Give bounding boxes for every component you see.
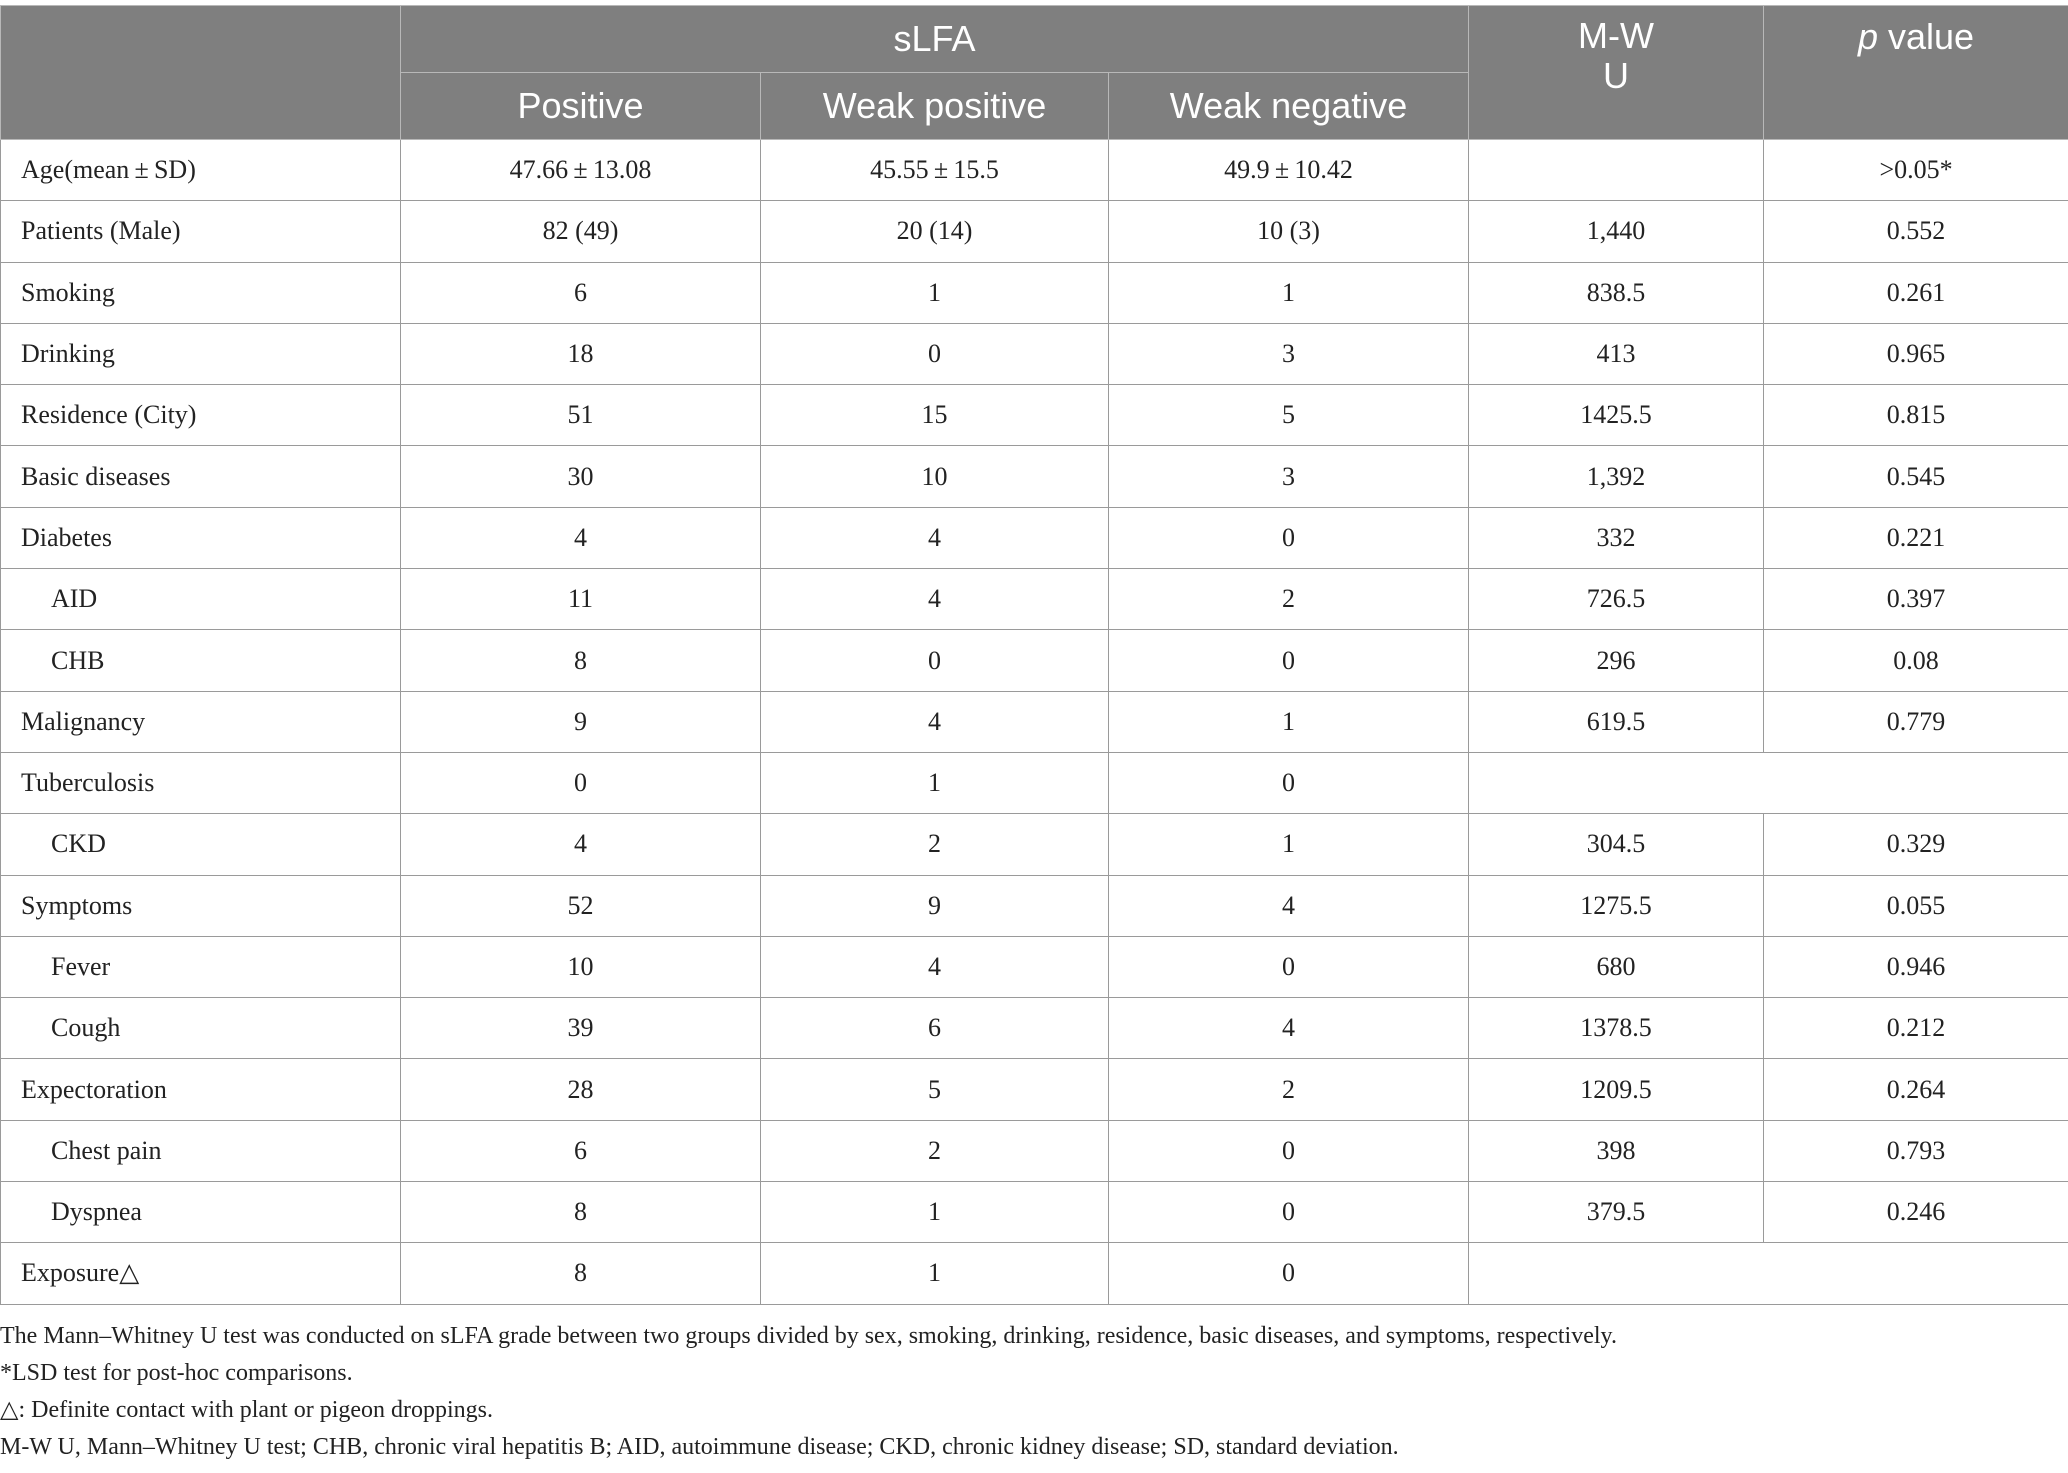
- row-label: Fever: [1, 936, 401, 997]
- cell-weak-positive: 2: [761, 1120, 1109, 1181]
- header-p-rest: value: [1878, 16, 1975, 57]
- header-mw-u: [1469, 6, 1764, 140]
- cell-mw-u: 838.5: [1469, 262, 1764, 323]
- cell-positive: 52: [401, 875, 761, 936]
- table-row: [1, 385, 2068, 446]
- cell-weak-positive: 4: [761, 691, 1109, 752]
- cell-weak-positive: 1: [761, 1182, 1109, 1243]
- cell-weak-negative: 0: [1109, 507, 1469, 568]
- cell-mw-u: 726.5: [1469, 569, 1764, 630]
- row-label: Diabetes: [1, 507, 401, 568]
- header-positive: Positive: [401, 73, 761, 140]
- table-row: [1, 1243, 2068, 1304]
- table-row: [1, 875, 2068, 936]
- cell-p-value: 0.221: [1764, 507, 2068, 568]
- row-label: Residence (City): [1, 385, 401, 446]
- cell-mw-u: 304.5: [1469, 814, 1764, 875]
- cell-weak-negative: 2: [1109, 569, 1469, 630]
- footnote-description: The Mann–Whitney U test was conducted on sLFA grade between two groups divided by sex, smoking, drinking, residence, basic diseases, and symptoms, respectively.: [0, 1323, 1617, 1349]
- cell-mw-u: 398: [1469, 1120, 1764, 1181]
- cell-positive: 8: [401, 630, 761, 691]
- cell-p-value: 0.261: [1764, 262, 2068, 323]
- row-label: Drinking: [1, 323, 401, 384]
- cell-p-value: 0.965: [1764, 323, 2068, 384]
- cell-mw-u: 1378.5: [1469, 998, 1764, 1059]
- cell-weak-negative: 2: [1109, 1059, 1469, 1120]
- cell-p-value: 0.397: [1764, 569, 2068, 630]
- cell-empty-merged: [1469, 1243, 2068, 1304]
- cell-p-value: 0.793: [1764, 1120, 2068, 1181]
- cell-p-value: 0.264: [1764, 1059, 2068, 1120]
- cell-weak-negative: 0: [1109, 752, 1469, 813]
- cell-weak-negative: 1: [1109, 691, 1469, 752]
- cell-weak-positive: 9: [761, 875, 1109, 936]
- row-label: Cough: [1, 998, 401, 1059]
- row-label: Smoking: [1, 262, 401, 323]
- cell-mw-u: 1425.5: [1469, 385, 1764, 446]
- footnote-abbreviations: M-W U, Mann–Whitney U test; CHB, chronic viral hepatitis B; AID, autoimmune disease; CKD, chronic kidney disease; SD, standard deviation.: [0, 1434, 1399, 1460]
- cell-p-value: 0.329: [1764, 814, 2068, 875]
- row-label: Patients (Male): [1, 201, 401, 262]
- cell-mw-u: 1209.5: [1469, 1059, 1764, 1120]
- row-label: AID: [1, 569, 401, 630]
- cell-positive: 51: [401, 385, 761, 446]
- cell-weak-negative: 4: [1109, 875, 1469, 936]
- cell-weak-negative: 1: [1109, 814, 1469, 875]
- cell-weak-positive: 4: [761, 569, 1109, 630]
- cell-weak-positive: 0: [761, 323, 1109, 384]
- cell-positive: 10: [401, 936, 761, 997]
- row-label: CHB: [1, 630, 401, 691]
- cell-positive: 18: [401, 323, 761, 384]
- row-label: Expectoration: [1, 1059, 401, 1120]
- cell-positive: 47.66 ± 13.08: [401, 140, 761, 201]
- cell-weak-positive: 4: [761, 507, 1109, 568]
- header-p-value: [1764, 6, 2068, 140]
- cell-p-value: 0.246: [1764, 1182, 2068, 1243]
- cell-positive: 28: [401, 1059, 761, 1120]
- cell-positive: 4: [401, 507, 761, 568]
- cell-p-value: >0.05*: [1764, 140, 2068, 201]
- cell-weak-positive: 1: [761, 262, 1109, 323]
- cell-mw-u: 413: [1469, 323, 1764, 384]
- header-mw-line1: M-W: [1578, 15, 1655, 56]
- cell-mw-u: 680: [1469, 936, 1764, 997]
- cell-mw-u: 332: [1469, 507, 1764, 568]
- cell-weak-positive: 4: [761, 936, 1109, 997]
- cell-weak-negative: 10 (3): [1109, 201, 1469, 262]
- cell-p-value: 0.212: [1764, 998, 2068, 1059]
- header-mw-line2: U: [1603, 55, 1630, 96]
- cell-weak-positive: 0: [761, 630, 1109, 691]
- table-footnotes: [0, 1318, 1617, 1466]
- header-blank-cell: [1, 6, 401, 140]
- cell-weak-positive: 20 (14): [761, 201, 1109, 262]
- cell-weak-negative: 0: [1109, 1243, 1469, 1304]
- cell-weak-positive: 10: [761, 446, 1109, 507]
- cell-mw-u: 1,440: [1469, 201, 1764, 262]
- cell-weak-negative: 0: [1109, 1182, 1469, 1243]
- row-label: Age(mean ± SD): [1, 140, 401, 201]
- table-body: [1, 140, 2068, 1305]
- cell-weak-negative: 5: [1109, 385, 1469, 446]
- cell-weak-positive: 1: [761, 1243, 1109, 1304]
- footnote-exposure: △: Definite contact with plant or pigeon droppings.: [0, 1397, 494, 1423]
- cell-positive: 82 (49): [401, 201, 761, 262]
- table-row: [1, 446, 2068, 507]
- cell-p-value: 0.08: [1764, 630, 2068, 691]
- cell-weak-positive: 15: [761, 385, 1109, 446]
- cell-p-value: 0.055: [1764, 875, 2068, 936]
- cell-weak-positive: 6: [761, 998, 1109, 1059]
- cell-positive: 9: [401, 691, 761, 752]
- row-label: Chest pain: [1, 1120, 401, 1181]
- header-weak-negative: Weak negative: [1109, 73, 1469, 140]
- cell-p-value: 0.545: [1764, 446, 2068, 507]
- cell-positive: 39: [401, 998, 761, 1059]
- data-table: [0, 5, 2068, 1305]
- row-label: Exposure△: [1, 1243, 401, 1304]
- row-label: Tuberculosis: [1, 752, 401, 813]
- row-label: Basic diseases: [1, 446, 401, 507]
- cell-p-value: 0.946: [1764, 936, 2068, 997]
- cell-positive: 8: [401, 1243, 761, 1304]
- table-row: [1, 998, 2068, 1059]
- cell-mw-u: [1469, 140, 1764, 201]
- cell-weak-negative: 3: [1109, 323, 1469, 384]
- cell-positive: 6: [401, 262, 761, 323]
- table-row: [1, 1182, 2068, 1243]
- table-row: [1, 323, 2068, 384]
- table-row: [1, 140, 2068, 201]
- header-group-slfa: sLFA: [401, 6, 1469, 73]
- cell-weak-negative: 4: [1109, 998, 1469, 1059]
- cell-p-value: 0.552: [1764, 201, 2068, 262]
- table-row: [1, 814, 2068, 875]
- cell-weak-positive: 45.55 ± 15.5: [761, 140, 1109, 201]
- cell-positive: 30: [401, 446, 761, 507]
- cell-weak-negative: 49.9 ± 10.42: [1109, 140, 1469, 201]
- cell-weak-positive: 1: [761, 752, 1109, 813]
- footnote-lsd: *LSD test for post-hoc comparisons.: [0, 1360, 353, 1386]
- row-label: Malignancy: [1, 691, 401, 752]
- cell-positive: 8: [401, 1182, 761, 1243]
- cell-positive: 0: [401, 752, 761, 813]
- table-row: [1, 691, 2068, 752]
- cell-weak-positive: 5: [761, 1059, 1109, 1120]
- header-p-italic: p: [1857, 16, 1878, 57]
- cell-empty-merged: [1469, 752, 2068, 813]
- cell-positive: 6: [401, 1120, 761, 1181]
- cell-weak-negative: 3: [1109, 446, 1469, 507]
- table-row: [1, 262, 2068, 323]
- cell-p-value: 0.815: [1764, 385, 2068, 446]
- row-label: Dyspnea: [1, 1182, 401, 1243]
- table-row: [1, 1059, 2068, 1120]
- cell-weak-negative: 0: [1109, 1120, 1469, 1181]
- cell-mw-u: 379.5: [1469, 1182, 1764, 1243]
- cell-mw-u: 619.5: [1469, 691, 1764, 752]
- cell-mw-u: 1,392: [1469, 446, 1764, 507]
- table-row: [1, 201, 2068, 262]
- cell-mw-u: 296: [1469, 630, 1764, 691]
- table-row: [1, 507, 2068, 568]
- cell-weak-positive: 2: [761, 814, 1109, 875]
- cell-positive: 11: [401, 569, 761, 630]
- cell-mw-u: 1275.5: [1469, 875, 1764, 936]
- cell-p-value: 0.779: [1764, 691, 2068, 752]
- header-weak-positive: Weak positive: [761, 73, 1109, 140]
- table-row: [1, 752, 2068, 813]
- table-row: [1, 630, 2068, 691]
- table-row: [1, 569, 2068, 630]
- row-label: Symptoms: [1, 875, 401, 936]
- row-label: CKD: [1, 814, 401, 875]
- cell-weak-negative: 0: [1109, 936, 1469, 997]
- table-row: [1, 936, 2068, 997]
- cell-positive: 4: [401, 814, 761, 875]
- table-row: [1, 1120, 2068, 1181]
- cell-weak-negative: 0: [1109, 630, 1469, 691]
- cell-weak-negative: 1: [1109, 262, 1469, 323]
